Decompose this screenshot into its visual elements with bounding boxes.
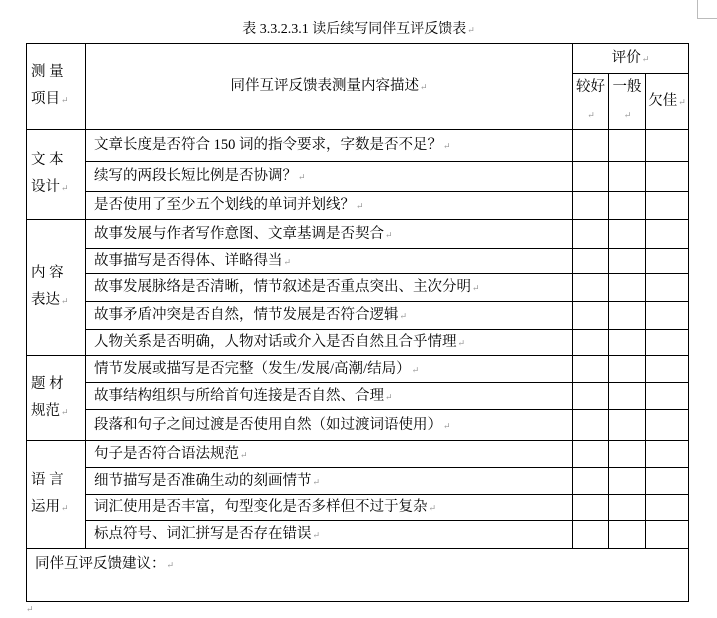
rating-cell-good[interactable] (573, 468, 609, 495)
rating-cell-average[interactable] (609, 162, 646, 192)
rating-cell-average[interactable] (609, 274, 646, 302)
table-row (27, 495, 689, 521)
suggestion-label: 同伴互评反馈建议： ↵ (35, 556, 174, 572)
rating-cell-poor[interactable] (646, 330, 689, 356)
rating-cell-poor[interactable] (646, 302, 689, 330)
rating-cell-average[interactable] (609, 521, 646, 549)
table-row (27, 162, 689, 192)
criterion-cell: 标点符号、词汇拼写是否存在错误 ↵ (86, 521, 573, 549)
table-row (27, 356, 689, 383)
rating-cell-average[interactable] (609, 495, 646, 521)
rating-cell-poor[interactable] (646, 220, 689, 249)
rating-cell-good[interactable] (573, 410, 609, 441)
header-description-column: 同伴互评反馈表测量内容描述 ↵ (86, 44, 573, 130)
rating-cell-average[interactable] (609, 356, 646, 383)
criterion-cell: 人物关系是否明确，人物对话或介入是否自然且合乎情理 ↵ (86, 330, 573, 356)
criterion-cell: 故事发展脉络是否清晰，情节叙述是否重点突出、主次分明 ↵ (86, 274, 573, 302)
rating-cell-good[interactable] (573, 330, 609, 356)
rating-cell-poor[interactable] (646, 521, 689, 549)
criterion-cell: 句子是否符合语法规范 ↵ (86, 441, 573, 468)
rating-cell-good[interactable] (573, 441, 609, 468)
criterion-cell: 细节描写是否准确生动的刻画情节 ↵ (86, 468, 573, 495)
rating-cell-good[interactable] (573, 356, 609, 383)
header-rating-average: 一般 ↵ (609, 74, 646, 130)
rating-cell-good[interactable] (573, 383, 609, 410)
rating-cell-poor[interactable] (646, 468, 689, 495)
criterion-cell: 故事矛盾冲突是否自然，情节发展是否符合逻辑 ↵ (86, 302, 573, 330)
rating-cell-good[interactable] (573, 249, 609, 274)
table-row (27, 330, 689, 356)
table-caption: 表 3.3.2.3.1 读后续写同伴互评反馈表 ↵ (0, 20, 717, 40)
rating-cell-poor[interactable] (646, 162, 689, 192)
rating-cell-good[interactable] (573, 274, 609, 302)
rating-cell-average[interactable] (609, 220, 646, 249)
table-row (27, 521, 689, 549)
header-rating-good: 较好 ↵ (573, 74, 609, 130)
peer-review-table (26, 43, 689, 602)
criterion-cell: 情节发展或描写是否完整（发生/发展/高潮/结局） ↵ (86, 356, 573, 383)
category-cell: 文 本 设计 ↵ (27, 130, 86, 220)
category-cell: 题 材 规范 ↵ (27, 356, 86, 441)
rating-cell-good[interactable] (573, 220, 609, 249)
header-rating-poor: 欠佳 ↵ (646, 74, 689, 130)
rating-cell-good[interactable] (573, 302, 609, 330)
table-row (27, 220, 689, 249)
table-row (27, 274, 689, 302)
rating-cell-average[interactable] (609, 192, 646, 220)
rating-cell-poor[interactable] (646, 356, 689, 383)
rating-cell-average[interactable] (609, 302, 646, 330)
rating-cell-poor[interactable] (646, 249, 689, 274)
rating-cell-average[interactable] (609, 468, 646, 495)
rating-cell-good[interactable] (573, 130, 609, 162)
criterion-cell: 文章长度是否符合 150 词的指令要求，字数是否不足？ ↵ (86, 130, 573, 162)
criterion-cell: 故事结构组织与所给首句连接是否自然、合理 ↵ (86, 383, 573, 410)
rating-cell-good[interactable] (573, 192, 609, 220)
criterion-cell: 是否使用了至少五个划线的单词并划线？ ↵ (86, 192, 573, 220)
rating-cell-poor[interactable] (646, 383, 689, 410)
table-row (27, 468, 689, 495)
rating-cell-poor[interactable] (646, 495, 689, 521)
category-cell: 内 容 表达 ↵ (27, 220, 86, 356)
table-row (27, 249, 689, 274)
rating-cell-poor[interactable] (646, 192, 689, 220)
header-item-column: 测 量 项目 ↵ (27, 44, 86, 130)
criterion-cell: 词汇使用是否丰富，句型变化是否多样但不过于复杂 ↵ (86, 495, 573, 521)
rating-cell-average[interactable] (609, 383, 646, 410)
rating-cell-good[interactable] (573, 162, 609, 192)
page-corner-mark (697, 0, 717, 19)
table-row (27, 383, 689, 410)
suggestion-cell[interactable] (27, 549, 689, 602)
paragraph-mark: ↵ (26, 604, 34, 614)
table-row (27, 130, 689, 162)
rating-cell-poor[interactable] (646, 410, 689, 441)
category-cell: 语 言 运用 ↵ (27, 441, 86, 549)
rating-cell-average[interactable] (609, 330, 646, 356)
rating-cell-poor[interactable] (646, 274, 689, 302)
rating-cell-poor[interactable] (646, 441, 689, 468)
rating-cell-average[interactable] (609, 249, 646, 274)
rating-cell-good[interactable] (573, 521, 609, 549)
table-row (27, 441, 689, 468)
criterion-cell: 故事描写是否得体、详略得当 ↵ (86, 249, 573, 274)
criterion-cell: 段落和句子之间过渡是否使用自然（如过渡词语使用） ↵ (86, 410, 573, 441)
rating-cell-poor[interactable] (646, 130, 689, 162)
header-rating-group: 评价 ↵ (573, 44, 689, 74)
rating-cell-average[interactable] (609, 441, 646, 468)
criterion-cell: 故事发展与作者写作意图、文章基调是否契合 ↵ (86, 220, 573, 249)
criterion-cell: 续写的两段长短比例是否协调？ ↵ (86, 162, 573, 192)
table-row (27, 192, 689, 220)
rating-cell-average[interactable] (609, 130, 646, 162)
table-row (27, 410, 689, 441)
table-row (27, 302, 689, 330)
rating-cell-average[interactable] (609, 410, 646, 441)
rating-cell-good[interactable] (573, 495, 609, 521)
suggestion-row (27, 549, 689, 602)
